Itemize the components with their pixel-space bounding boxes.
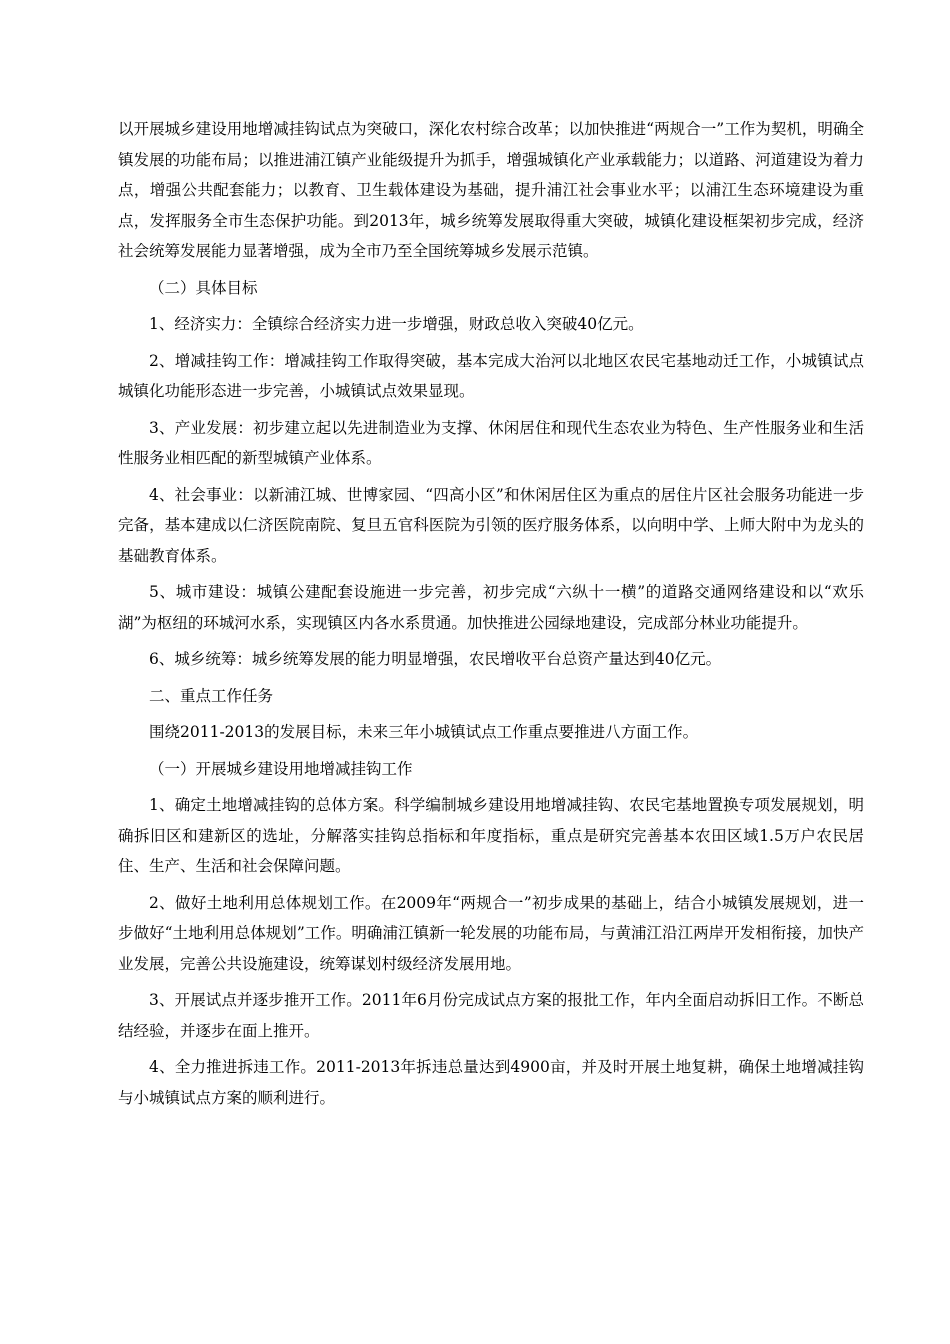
paragraph-goal-linkage: 2、增减挂钩工作：增减挂钩工作取得突破，基本完成大治河以北地区农民宅基地动迁工作，小城镇试点城镇化功能形态进一步完善，小城镇试点效果显现。 [118, 351, 864, 400]
paragraph-goal-urban: 5、城市建设：城镇公建配套设施进一步完善，初步完成“六纵十一横”的道路交通网络建设和以“欢乐湖”为枢纽的环城河水系，实现镇区内各水系贯通。加快推进公园绿地建设，完成部分林业功能提升。 [118, 583, 864, 632]
paragraph-task-pilot: 3、开展试点并逐步推开工作。2011年6月份完成试点方案的报批工作，年内全面启动拆旧工作。不断总结经验，并逐步在面上推开。 [118, 991, 864, 1040]
paragraph-task-plan: 1、确定土地增减挂钩的总体方案。科学编制城乡建设用地增减挂钩、农民宅基地置换专项发展规划，明确拆旧区和建新区的选址，分解落实挂钩总指标和年度指标，重点是研究完善基本农田区域1.5万户农民居住、生产、生活和社会保障问题。 [118, 796, 864, 875]
paragraph-goal-coordination: 6、城乡统筹：城乡统筹发展的能力明显增强，农民增收平台总资产量达到40亿元。 [149, 650, 722, 668]
paragraph-goal-industry: 3、产业发展：初步建立起以先进制造业为支撑、休闲居住和现代生态农业为特色、生产性服务业和生活性服务业相匹配的新型城镇产业体系。 [118, 418, 864, 467]
section-heading-specific-goals: （二）具体目标 [149, 278, 258, 297]
paragraph-tasks-overview: 围绕2011-2013的发展目标，未来三年小城镇试点工作重点要推进八方面工作。 [149, 723, 699, 741]
section-heading-key-tasks: 二、重点工作任务 [149, 686, 274, 705]
paragraph-task-land-planning: 2、做好土地利用总体规划工作。在2009年“两规合一”初步成果的基础上，结合小城镇发展规划，进一步做好“土地利用总体规划”工作。明确浦江镇新一轮发展的功能布局，与黄浦江沿江两岸开发相衔接，加快产业发展，完善公共设施建设，统筹谋划村级经济发展用地。 [118, 893, 864, 973]
paragraph-goal-economy: 1、经济实力：全镇综合经济实力进一步增强，财政总收入突破40亿元。 [149, 315, 644, 333]
document-body [118, 114, 864, 1119]
paragraph-goal-social: 4、社会事业：以新浦江城、世博家园、“四高小区”和休闲居住区为重点的居住片区社会服务功能进一步完备，基本建成以仁济医院南院、复旦五官科医院为引领的医疗服务体系，以向明中学、上师大附中为龙头的基础教育体系。 [118, 485, 864, 565]
subsection-heading-land-linkage: （一）开展城乡建设用地增减挂钩工作 [149, 759, 413, 778]
paragraph-task-demolition: 4、全力推进拆违工作。2011-2013年拆违总量达到4900亩，并及时开展土地复耕，确保土地增减挂钩与小城镇试点方案的顺利进行。 [118, 1058, 864, 1107]
paragraph-intro-continuation: 以开展城乡建设用地增减挂钩试点为突破口，深化农村综合改革；以加快推进“两规合一”工作为契机，明确全镇发展的功能布局；以推进浦江镇产业能级提升为抓手，增强城镇化产业承载能力；以道路、河道建设为着力点，增强公共配套能力；以教育、卫生载体建设为基础，提升浦江社会事业水平；以浦江生态环境建设为重点，发挥服务全市生态保护功能。到2013年，城乡统筹发展取得重大突破，城镇化建设框架初步完成，经济社会统筹发展能力显著增强，成为全市乃至全国统筹城乡发展示范镇。 [118, 120, 864, 260]
